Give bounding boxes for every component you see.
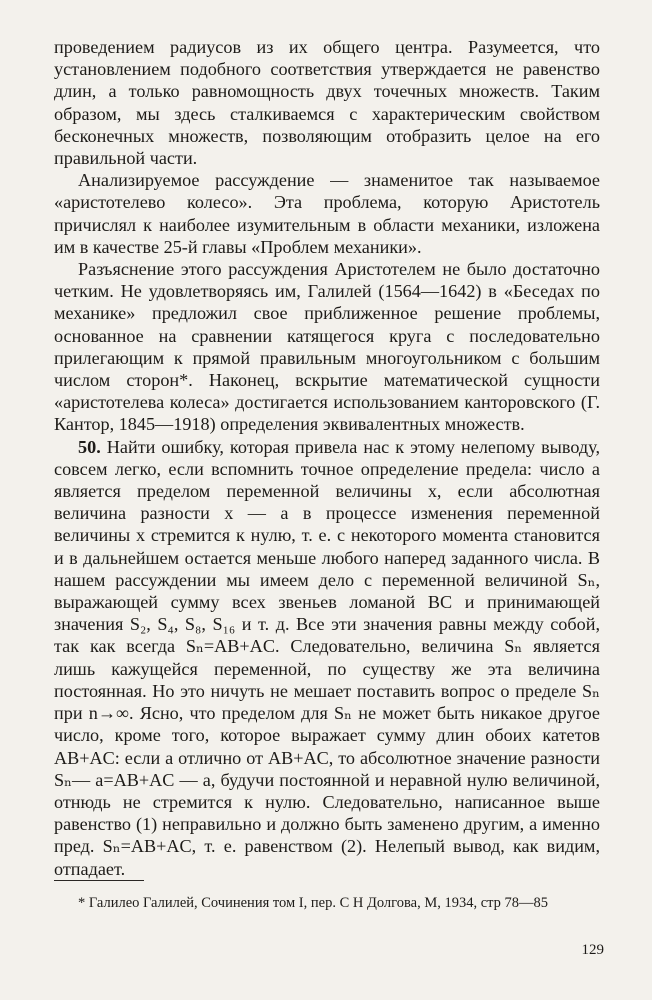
paragraph-1: проведением радиусов из их общего центра. Разумеется, что установлением подобного соответствия утверждается не равенство длин, а только равномощность двух точечных множеств. Таким образом, мы здесь сталкиваемся с характерическим свойством бесконечных множеств, позволяющим отобразить целое на его правильной части. bbox=[54, 37, 600, 169]
paragraph-2: Анализируемое рассуждение — знаменитое так называемое «аристотелево колесо». Эта проблема, которую Аристотель причислял к наиболее изумительным в области механики, изложена им в качестве 25-й главы «Проблем механики». bbox=[54, 170, 600, 257]
footnote: * Галилео Галилей, Сочинения том I, пер. С Н Долгова, М, 1934, стр 78—85 bbox=[78, 895, 549, 911]
main-text bbox=[54, 36, 600, 880]
paragraph-4 bbox=[54, 436, 600, 880]
paragraph-4-text: Найти ошибку, которая привела нас к этому нелепому выводу, совсем легко, если вспомнить точное определение предела: число a является пределом переменной величины x, если абсолютная величина разности x — a в процессе изменения переменной величины x стремится к нулю, т. е. с некоторого момента становится и в дальнейшем остается меньше любого наперед заданного числа. В нашем рассуждении мы имеем дело с переменной величиной Sₙ, выражающей сумму всех звеньев ломаной BC и принимающей значения S₂, S₄, S₈, S₁₆ и т. д. Все эти значения равны между собой, так как всегда Sₙ=AB+AC. Следовательно, величина Sₙ является лишь кажущейся переменной, по существу же эта величина постоянная. Но это ничуть не мешает поставить вопрос о пределе Sₙ при n→∞. Ясно, что пределом для Sₙ не может быть никакое другое число, кроме того, которое выражает сумму длин обоих катетов AB+AC: если a отлично от AB+AC, то абсолютное значение разности Sₙ— a=AB+AC — a, будучи постоянной и неравной нулю величиной, отнюдь не стремится к нулю. Следовательно, написанное выше равенство (1) неправильно и должно быть заменено другим, а именно пред. Sₙ=AB+AC, т. е. равенством (2). Нелепый вывод, как видим, отпадает. bbox=[54, 436, 600, 879]
page-number: 129 bbox=[581, 942, 604, 958]
paragraph-3: Разъяснение этого рассуждения Аристотелем не было достаточно четким. Не удовлетворяясь им, Галилей (1564—1642) в «Беседах по механике» предложил свое приближенное решение проблемы, основанное на сравнении катящегося круга с последовательно прилегающим к прямой правильным многоугольником с большим числом сторон*. Наконец, вскрытие математической сущности «аристотелева колеса» достигается использованием канторовского (Г. Кантор, 1845—1918) определения эквивалентных множеств. bbox=[54, 259, 600, 435]
footnote-separator bbox=[54, 880, 144, 881]
problem-number-label: 50. bbox=[78, 436, 101, 457]
